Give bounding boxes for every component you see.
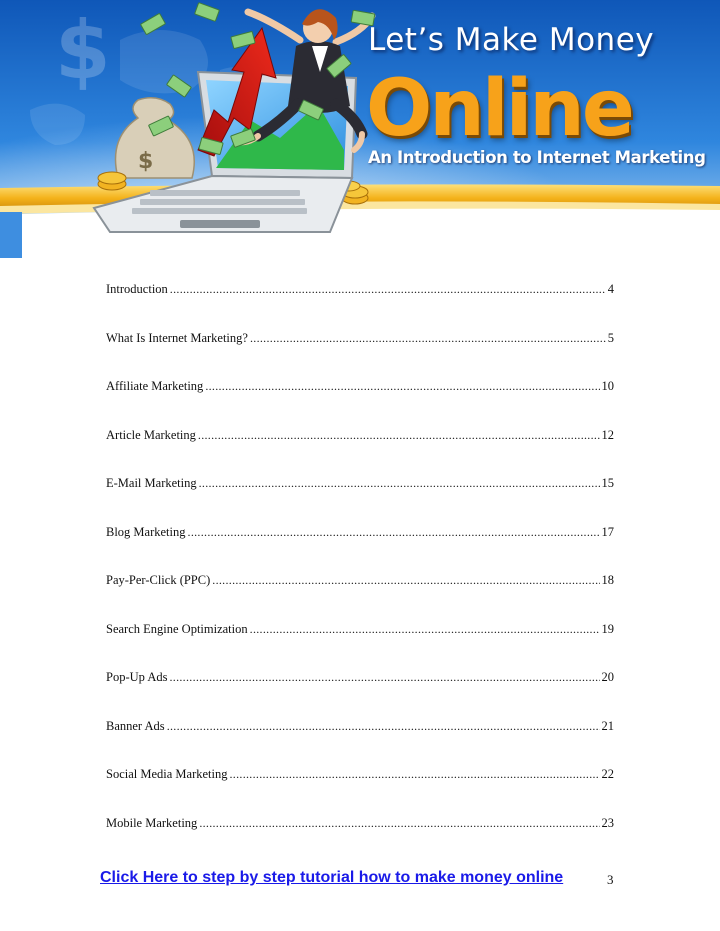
toc-dot-leader <box>169 670 599 685</box>
toc-entry[interactable] <box>106 670 614 719</box>
toc-entry[interactable] <box>106 767 614 816</box>
toc-entry-page: 15 <box>601 476 614 490</box>
toc-entry-page: 19 <box>601 621 614 636</box>
toc-entry-title: Social Media Marketing <box>106 767 228 781</box>
toc-entry-page: 4 <box>607 282 614 296</box>
toc-entry[interactable] <box>106 525 614 574</box>
toc-entry[interactable] <box>106 719 614 768</box>
toc-entry-title: Article Marketing <box>106 427 196 442</box>
toc-dot-leader <box>212 573 599 588</box>
toc-entry[interactable] <box>106 428 614 477</box>
toc-dot-leader <box>199 476 600 491</box>
toc-entry-page: 5 <box>607 330 614 345</box>
toc-entry[interactable] <box>106 816 614 865</box>
toc-dot-leader <box>170 282 606 297</box>
toc-entry[interactable] <box>106 622 614 671</box>
banner-title-line2: Online <box>366 64 632 154</box>
toc-entry-title: Pay-Per-Click (PPC) <box>106 573 211 587</box>
banner-title-line1: Let’s Make Money <box>368 22 655 58</box>
toc-entry-title: Pop-Up Ads <box>106 670 168 684</box>
toc-entry[interactable] <box>106 573 614 622</box>
toc-entry[interactable] <box>106 282 614 331</box>
toc-entry-title: What Is Internet Marketing? <box>106 330 248 345</box>
toc-entry[interactable] <box>106 379 614 428</box>
dollar-sign-icon: $ <box>55 4 111 97</box>
toc-entry-page: 21 <box>601 718 614 733</box>
toc-entry-page: 20 <box>601 670 614 684</box>
table-of-contents <box>106 282 614 864</box>
toc-entry-title: Mobile Marketing <box>106 815 198 830</box>
toc-entry[interactable] <box>106 476 614 525</box>
toc-dot-leader <box>230 767 600 782</box>
toc-entry-page: 17 <box>601 524 614 539</box>
toc-entry-title: Affiliate Marketing <box>106 379 204 393</box>
toc-dot-leader <box>188 525 600 540</box>
header-banner <box>0 0 720 258</box>
toc-entry-page: 10 <box>601 379 614 393</box>
toc-entry[interactable] <box>106 331 614 380</box>
toc-entry-title: Introduction <box>106 282 168 296</box>
toc-entry-page: 12 <box>601 427 614 442</box>
svg-text:$: $ <box>138 149 154 174</box>
toc-dot-leader <box>250 331 606 346</box>
toc-entry-page: 18 <box>601 573 614 587</box>
toc-entry-title: Blog Marketing <box>106 524 186 539</box>
toc-dot-leader <box>250 622 600 637</box>
banner-subtitle: An Introduction to Internet Marketing <box>368 148 706 167</box>
toc-entry-title: E-Mail Marketing <box>106 476 197 490</box>
toc-entry-title: Banner Ads <box>106 718 165 733</box>
toc-entry-page: 23 <box>601 815 614 830</box>
toc-dot-leader <box>199 816 599 831</box>
toc-entry-title: Search Engine Optimization <box>106 621 248 636</box>
toc-dot-leader <box>205 379 599 394</box>
page-number: 3 <box>607 872 614 887</box>
tutorial-link[interactable]: Click Here to step by step tutorial how to make money online <box>100 869 564 886</box>
toc-entry-page: 22 <box>601 767 614 781</box>
toc-dot-leader <box>167 719 600 734</box>
toc-dot-leader <box>198 428 600 443</box>
